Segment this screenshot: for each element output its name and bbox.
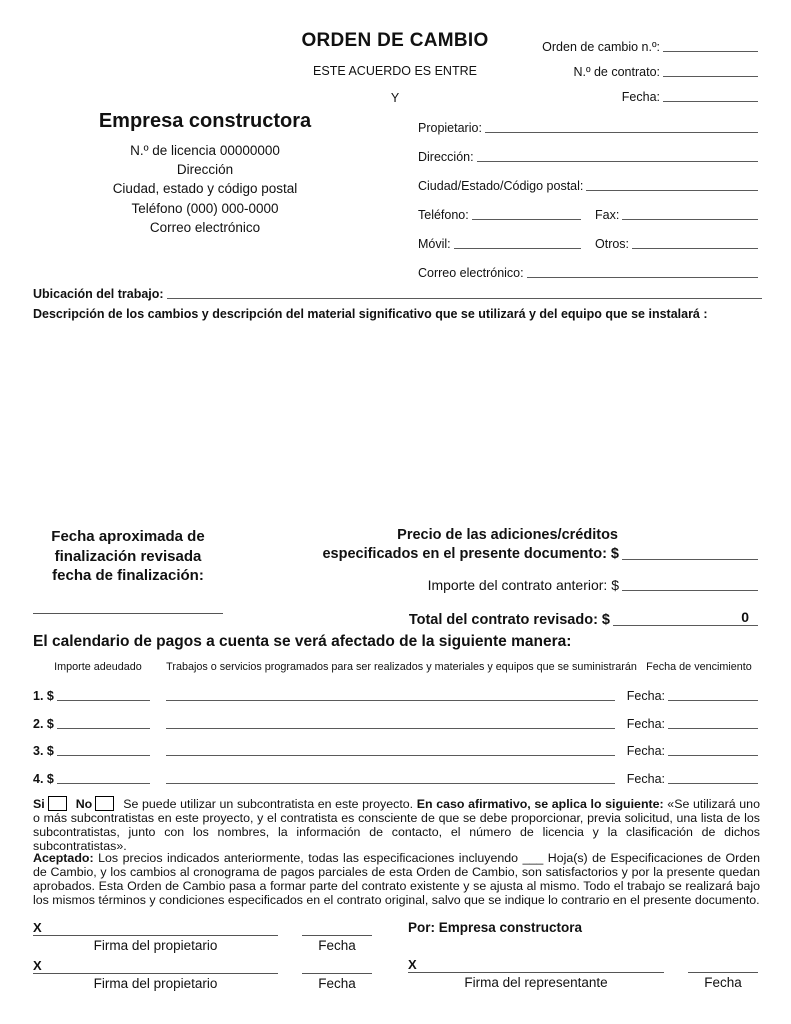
- owner-signature-2-label: Firma del propietario: [93, 976, 218, 991]
- owner-email-label: Correo electrónico:: [418, 266, 524, 280]
- owner-phone-input[interactable]: [472, 219, 581, 220]
- header-fields: [518, 40, 758, 115]
- owner-mobile-other-row: [418, 222, 758, 251]
- contractor-city: Ciudad, estado y código postal: [112, 181, 298, 197]
- subcontractor-statement: Se puede utilizar un subcontratista en este proyecto.: [123, 797, 414, 811]
- owner-city-row: [418, 164, 758, 193]
- owner-date-2-label: Fecha: [318, 976, 356, 991]
- job-location-row: [33, 287, 762, 301]
- revised-total-label: Total del contrato revisado: $: [408, 612, 610, 628]
- owner-mobile-label: Móvil:: [418, 237, 451, 251]
- contractor-license: N.º de licencia 00000000: [130, 143, 280, 158]
- additions-price-row: [238, 546, 758, 562]
- contract-number-label: N.º de contrato:: [573, 65, 660, 79]
- row-2-amount-input[interactable]: [57, 728, 150, 729]
- order-number-row: [518, 40, 758, 54]
- owner-address-row: [418, 135, 758, 164]
- form-header: [280, 30, 510, 105]
- owner-address-input[interactable]: [477, 161, 758, 162]
- row-3-date-label: Fecha:: [626, 744, 665, 758]
- row-4-date-input[interactable]: [668, 783, 758, 784]
- representative-signature-row: [408, 957, 758, 990]
- acceptance-text-2: Hoja(s) de Especificaciones de Orden de Cambio, y los cambios al cronograma de pagos parciales de esta Orden de Cambio, son satisfactorios y por la presente quedan aprobados. Esta Orden de Cambio pasa a formar parte del contrato existente y se ajusta al mismo. Todo el trabajo se realizará bajo los mismos términos y condiciones especificados en el contrato original, salvo que se indique lo contrario en el presente documento.: [33, 851, 760, 908]
- order-number-label: Orden de cambio n.º:: [542, 40, 660, 54]
- x-mark: X: [33, 920, 42, 935]
- contractor-address: Dirección: [176, 162, 234, 178]
- x-mark: X: [33, 958, 42, 973]
- amounts-block: [238, 527, 758, 628]
- subcontractor-quote: «Se utilizará uno o más subcontratistas en este proyecto, y el contratista es consciente de que se debe proporcionar, previa solicitud, una lista de los subcontratistas, junto con los nombres, la información de contacto, el número de licencia y la clasificación de dichos subcontratistas».: [33, 797, 760, 854]
- owner-city-input[interactable]: [586, 190, 758, 191]
- acceptance-text-1: Los precios indicados anteriormente, todas las especificaciones incluyendo: [98, 851, 519, 865]
- owner-signature-row-1: [33, 920, 372, 953]
- row-2-date-label: Fecha:: [626, 716, 665, 731]
- owner-signature-1-field: [33, 920, 278, 953]
- row-1-date-input[interactable]: [668, 700, 758, 701]
- by-company-name: Empresa constructora: [438, 920, 583, 935]
- row-3-date-input[interactable]: [668, 755, 758, 756]
- owner-mobile-input[interactable]: [454, 248, 581, 249]
- previous-contract-input[interactable]: [622, 590, 758, 591]
- row-number: 1. $: [33, 689, 54, 703]
- schedule-row: [33, 716, 758, 731]
- yes-label: Si: [33, 797, 45, 811]
- representative-signature-label: Firma del representante: [464, 975, 608, 990]
- owner-email-input[interactable]: [527, 277, 758, 278]
- contractor-name: Empresa constructora: [98, 110, 312, 132]
- schedule-row: [33, 771, 758, 786]
- row-2-date-input[interactable]: [668, 728, 758, 729]
- row-2-work-input[interactable]: [166, 728, 615, 729]
- owner-phone-fax-row: [418, 193, 758, 222]
- subcontractor-clause: [33, 796, 760, 853]
- schedule-heading: El calendario de pagos a cuenta se verá afectado de la siguiente manera:: [33, 633, 572, 650]
- owner-date-2-input[interactable]: [302, 973, 372, 974]
- owner-city-label: Ciudad/Estado/Código postal:: [418, 179, 584, 193]
- row-4-amount-input[interactable]: [57, 783, 150, 784]
- row-3-amount-input[interactable]: [57, 755, 150, 756]
- owner-fax-label: Fax:: [595, 208, 620, 222]
- owner-fields: [418, 106, 758, 280]
- completion-line1: Fecha aproximada de: [51, 528, 205, 545]
- owner-signature-2-field: [33, 958, 278, 991]
- contract-number-row: [518, 65, 758, 79]
- previous-contract-label: Importe del contrato anterior: $: [427, 577, 619, 593]
- row-1-amount-input[interactable]: [57, 700, 150, 701]
- schedule-row: [33, 688, 758, 703]
- owner-other-input[interactable]: [632, 248, 758, 249]
- col-amount-due: Importe adeudado: [54, 661, 142, 673]
- job-location-label: Ubicación del trabajo:: [33, 287, 164, 301]
- owner-other-label: Otros:: [595, 237, 630, 251]
- row-1-date-label: Fecha:: [626, 689, 665, 703]
- row-4-date-label: Fecha:: [626, 771, 665, 786]
- owner-other-field: [595, 237, 758, 251]
- additions-price-label: especificados en el presente documento: $: [322, 546, 619, 562]
- by-label: Por:: [408, 920, 435, 935]
- completion-date-input[interactable]: [33, 613, 223, 614]
- owner-row: [418, 106, 758, 135]
- owner-mobile-field: [418, 237, 581, 251]
- owner-signature-1-date: [302, 920, 372, 953]
- accepted-label: Aceptado:: [33, 851, 94, 865]
- row-3-work-input[interactable]: [166, 755, 615, 756]
- representative-signature-field: [408, 957, 664, 990]
- owner-label: Propietario:: [418, 121, 482, 135]
- representative-date-label: Fecha: [704, 975, 742, 990]
- row-1-work-input[interactable]: [166, 700, 615, 701]
- x-mark: X: [408, 957, 417, 972]
- form-title: ORDEN DE CAMBIO: [301, 30, 489, 51]
- contractor-phone: Teléfono (000) 000-0000: [131, 200, 279, 216]
- contractor-email: Correo electrónico: [149, 219, 261, 235]
- representative-signature-date: [688, 957, 758, 990]
- representative-signature-block: [408, 920, 758, 996]
- no-label: No: [75, 797, 93, 811]
- subcontractor-bold-clause: En caso afirmativo, se aplica lo siguiente:: [416, 797, 664, 811]
- revised-total-value: 0: [741, 609, 749, 625]
- schedule-rows: [33, 688, 758, 798]
- date-row: [518, 90, 758, 104]
- previous-contract-row: [238, 577, 758, 593]
- job-location-input[interactable]: [167, 298, 762, 299]
- owner-signature-1-label: Firma del propietario: [93, 938, 218, 953]
- acceptance-clause: [33, 851, 760, 907]
- contractor-block: [25, 110, 385, 237]
- completion-date-block: [33, 527, 223, 614]
- owner-address-label: Dirección:: [418, 150, 474, 164]
- owner-input[interactable]: [485, 132, 758, 133]
- schedule-row: [33, 743, 758, 758]
- signature-section: [33, 920, 758, 996]
- row-number: 3. $: [33, 744, 54, 758]
- revised-total-input[interactable]: [613, 609, 758, 626]
- owner-signature-row-2: [33, 958, 372, 991]
- sheets-count-blank[interactable]: ___: [522, 851, 544, 865]
- revised-total-row: [238, 609, 758, 628]
- representative-date-input[interactable]: [688, 972, 758, 973]
- owner-signatures: [33, 920, 372, 996]
- owner-signature-2-date: [302, 958, 372, 991]
- owner-fax-input[interactable]: [622, 219, 758, 220]
- no-checkbox[interactable]: [95, 796, 114, 811]
- owner-date-1-label: Fecha: [318, 938, 356, 953]
- agreement-line: ESTE ACUERDO ES ENTRE: [313, 64, 477, 78]
- by-company-line: [408, 920, 758, 935]
- col-work-services: Trabajos o servicios programados para ser realizados y materiales y equipos que se suministrarán: [166, 661, 637, 673]
- completion-line3: fecha de finalización:: [52, 567, 204, 584]
- owner-fax-field: [595, 208, 758, 222]
- date-label: Fecha:: [621, 90, 660, 104]
- owner-date-1-input[interactable]: [302, 935, 372, 936]
- job-description-label: Descripción de los cambios y descripción del material significativo que se utilizará y del equipo que se instalará :: [33, 307, 708, 321]
- owner-email-row: [418, 251, 758, 280]
- contract-number-input[interactable]: [663, 76, 758, 77]
- owner-phone-field: [418, 208, 581, 222]
- order-number-input[interactable]: [663, 51, 758, 52]
- schedule-column-headers: [33, 661, 758, 673]
- yes-checkbox[interactable]: [48, 796, 67, 811]
- row-number: 4. $: [33, 771, 54, 786]
- conjunction-y: Y: [390, 91, 400, 105]
- completion-line2: finalización revisada: [54, 547, 202, 565]
- row-number: 2. $: [33, 716, 54, 731]
- additions-price-line1: Precio de las adiciones/créditos: [397, 527, 618, 543]
- owner-phone-label: Teléfono:: [418, 208, 469, 222]
- row-4-work-input[interactable]: [166, 783, 615, 784]
- additions-price-input[interactable]: [622, 559, 758, 560]
- owner-signature-2-input[interactable]: [33, 973, 278, 974]
- representative-signature-input[interactable]: [408, 972, 664, 973]
- col-due-date: Fecha de vencimiento: [646, 661, 752, 673]
- date-input[interactable]: [663, 101, 758, 102]
- owner-signature-1-input[interactable]: [33, 935, 278, 936]
